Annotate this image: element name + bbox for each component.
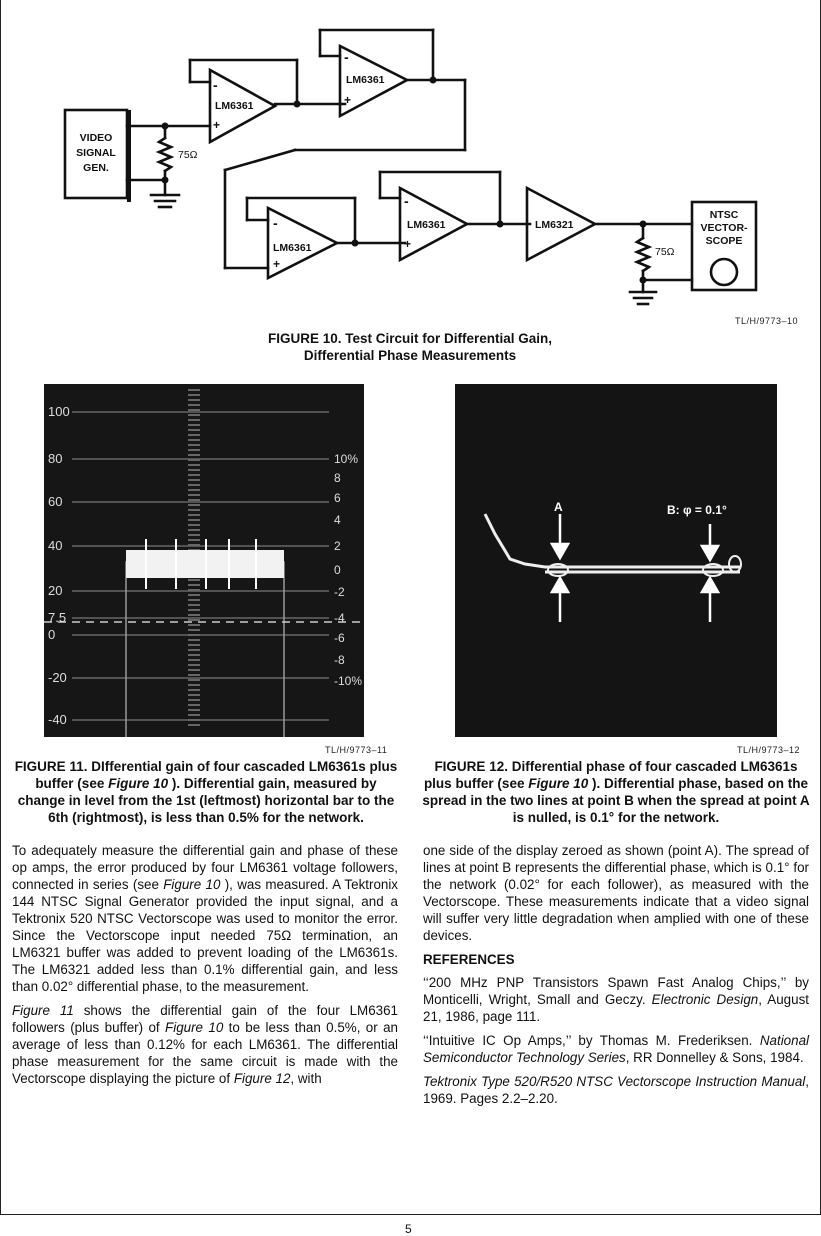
figure12-photo xyxy=(455,384,777,737)
figure11-right-tick: 10% xyxy=(334,452,359,466)
figure11-ref: TL/H/9773–11 xyxy=(325,745,388,755)
figure11-right-tick: 6 xyxy=(334,491,341,505)
figure11-right-tick: -4 xyxy=(334,611,345,625)
fig12-link[interactable]: Figure 12 xyxy=(233,1071,291,1086)
figure11-right-tick: -10% xyxy=(334,674,363,688)
figure11-left-tick: -20 xyxy=(48,670,67,685)
figure12-caption-fig-link[interactable]: Figure 10 xyxy=(528,776,589,791)
figure11-right-tick: 0 xyxy=(334,563,341,577)
figure11-caption: FIGURE 11. DIfferential gain of four cascaded LM6361s plus buffer (see Figure 10 ). Differential gain, measured by change in level from the 1st (leftmost) horizontal bar to the 6th (rightmost), is less than 0.5% for the network. xyxy=(14,759,398,825)
resistor1-label: 75Ω xyxy=(178,149,198,161)
figure11-right-tick: 4 xyxy=(334,513,341,527)
scope-label-1: NTSC xyxy=(709,209,739,221)
opamp-b-plus: + xyxy=(344,93,352,107)
figure11-left-tick: 60 xyxy=(48,494,63,509)
figure11-caption-fig-link[interactable]: Figure 10 xyxy=(108,776,169,791)
opamp-c-minus: - xyxy=(273,215,278,231)
figure11-left-tick: 40 xyxy=(48,538,63,553)
opamp-c-plus: + xyxy=(273,257,281,271)
reference-1: ‘‘200 MHz PNP Transistors Spawn Fast Analog Chips,’’ by Monticelli, Wright, Small and Geczy. Electronic Design, August 21, 1986, page 111. xyxy=(423,975,809,1024)
figure11-left-tick: 0 xyxy=(48,627,56,642)
video-gen-label-2: SIGNAL xyxy=(76,147,116,159)
opamp-b-label: LM6361 xyxy=(346,74,385,86)
opamp-a-plus: + xyxy=(213,118,221,132)
fig10-link[interactable]: Figure 10 xyxy=(163,877,221,892)
figure10-circuit xyxy=(55,20,775,310)
figure11-left-tick: 20 xyxy=(48,583,63,598)
scope-label-3: SCOPE xyxy=(705,235,743,247)
figure11-left-tick: -40 xyxy=(48,712,67,727)
body-left-column xyxy=(12,842,398,1094)
page-number: 5 xyxy=(405,1222,412,1236)
opamp-a-label: LM6361 xyxy=(215,100,254,112)
figure11-right-tick: 2 xyxy=(334,539,341,553)
figure11-left-tick: 80 xyxy=(48,451,63,466)
scope-screen xyxy=(711,259,737,285)
video-gen-label-1: VIDEO xyxy=(79,132,113,144)
opamp-d-minus: - xyxy=(404,193,409,209)
figure12-label-b: B: φ = 0.1° xyxy=(667,503,727,517)
figure11-right-tick: -8 xyxy=(334,653,345,667)
figure10-caption-line1: FIGURE 10. Test Circuit for Differential Gain, xyxy=(267,331,553,346)
video-gen-label-3: GEN. xyxy=(83,162,109,174)
opamp-d-label: LM6361 xyxy=(407,219,446,231)
figure10-caption-line2: Differential Phase Measurements xyxy=(303,348,517,363)
buffer-label: LM6321 xyxy=(535,219,574,231)
resistor2-label: 75Ω xyxy=(655,246,675,258)
fig10-link-2[interactable]: Figure 10 xyxy=(165,1020,224,1035)
figure11-left-tick: 100 xyxy=(48,404,70,419)
opamp-d-plus: + xyxy=(404,237,412,251)
opamp-b-minus: - xyxy=(344,49,349,65)
figure12-caption: FIGURE 12. Differential phase of four cascaded LM6361s plus buffer (see Figure 10 ). Differential phase, based on the spread in the two lines at point B when the spread at point A is nulled, is 0.1° for the network. xyxy=(422,759,810,825)
figure11-photo xyxy=(44,384,364,737)
figure11-right-tick: 8 xyxy=(334,471,341,485)
figure10-ref: TL/H/9773–10 xyxy=(735,316,799,326)
figure10-caption xyxy=(150,330,670,364)
body-right-paragraph-1: one side of the display zeroed as shown (point A). The spread of lines at point B represents the differential phase, which is 0.1° for the network (0.02° for each follower), as measured with the Vectorscope. These measurements indicate that a video signal will suffer very little degradation when amplied with one of these devices. xyxy=(423,843,809,943)
body-left-paragraph-2: Figure 11 shows the differential gain of the four LM6361 followers (plus buffer) of Figure 10 to be less than 0.5%, or an average of less than 0.12% for each LM6361. The differential phase measurement for the same circuit is made with the Vectorscope displaying the picture of Figure 12, with xyxy=(12,1003,398,1086)
opamp-a-minus: - xyxy=(213,77,218,93)
reference-2: ‘‘Intuitive IC Op Amps,’’ by Thomas M. Frederiksen. National Semiconductor Technology Series, RR Donnelley & Sons, 1984. xyxy=(423,1033,809,1065)
figure11-left-tick: 7.5 xyxy=(48,610,67,625)
figure11-right-tick: -6 xyxy=(334,631,345,645)
figure12-label-a: A xyxy=(554,500,563,514)
figure12-ref: TL/H/9773–12 xyxy=(737,745,801,755)
references-heading: REFERENCES xyxy=(423,952,515,967)
figure11-right-tick: -2 xyxy=(334,585,345,599)
opamp-c-label: LM6361 xyxy=(273,242,312,254)
fig11-link[interactable]: Figure 11 xyxy=(12,1003,74,1018)
body-left-paragraph-1: To adequately measure the differential gain and phase of these op amps, the error produced by four LM6361 voltage followers, connected in series (see Figure 10 ), was measured. A Tektronix 144 NTSC Signal Generator provided the input signal, and a Tektronix 520 NTSC Vectorscope was used to monitor the error. Since the Vectorscope input needed 75Ω termination, an LM6321 buffer was added to prevent loading of the LM6361s. The LM6321 added less than 0.1% differential gain, and less than 0.02° differential phase, to the measurement. xyxy=(12,843,399,994)
reference-3: Tektronix Type 520/R520 NTSC Vectorscope Instruction Manual, 1969. Pages 2.2–2.20. xyxy=(423,1074,809,1106)
scope-label-2: VECTOR- xyxy=(700,222,748,234)
body-right-column xyxy=(423,842,809,1114)
